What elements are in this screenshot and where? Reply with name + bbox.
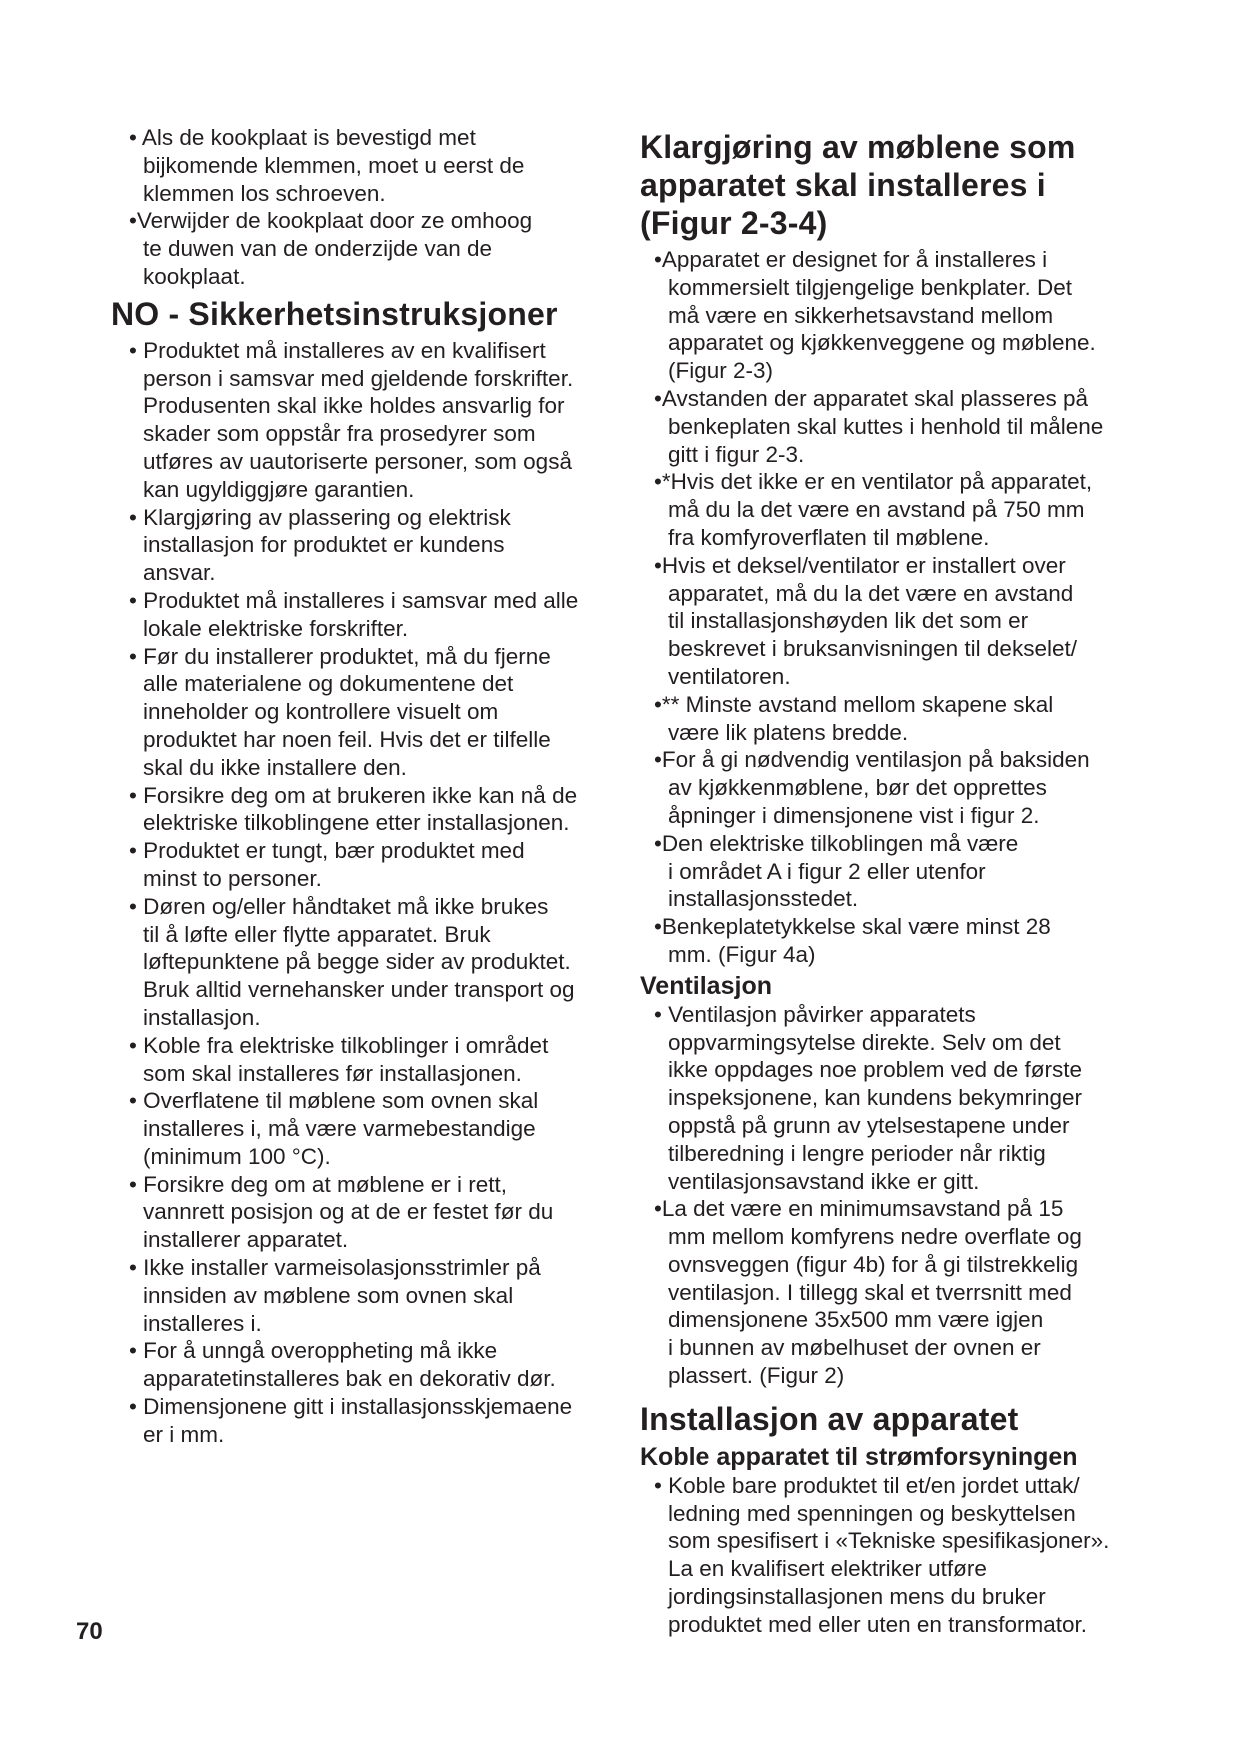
list-item: • Produktet må installeres i samsvar med alle lokale elektriske forskrifter.	[129, 587, 579, 641]
list-item: •Benkeplatetykkelse skal være minst 28 mm. (Figur 4a)	[654, 914, 1051, 967]
safety-heading: NO - Sikkerhetsinstruksjoner	[111, 295, 558, 332]
ventilation-list	[640, 1001, 1145, 1390]
list-item: • Før du installerer produktet, må du fjerne alle materialene og dokumentene det inneholder og kontrollere visuelt om produktet har noen feil. Hvis det er tilfelle skal du ikke installere den.	[129, 643, 551, 780]
list-item: •*Hvis det ikke er en ventilator på apparatet, må du la det være en avstand på 750 mm fra komfyroverflaten til møblene.	[654, 469, 1093, 550]
furniture-prep-list	[640, 246, 1145, 969]
safety-list	[115, 337, 620, 1449]
list-item: • Forsikre deg om at brukeren ikke kan nå de elektriske tilkoblingene etter installasjonen.	[129, 782, 578, 836]
list-item: •For å gi nødvendig ventilasjon på baksiden av kjøkkenmøblene, bør det opprettes åpninger i dimensjonene vist i figur 2.	[654, 747, 1090, 828]
intro-list	[115, 124, 620, 291]
list-item: • Produktet er tungt, bær produktet med minst to personer.	[129, 838, 525, 891]
furniture-prep-heading: Klargjøring av møblene som apparatet skal installeres i (Figur 2-3-4)	[640, 129, 1076, 241]
right-column	[640, 124, 1145, 1639]
list-item: • Koble fra elektriske tilkoblinger i området som skal installeres før installasjonen.	[129, 1032, 549, 1086]
list-item: • Forsikre deg om at møblene er i rett, vannrett posisjon og at de er festet før du installerer apparatet.	[129, 1171, 554, 1253]
list-item: • Døren og/eller håndtaket må ikke brukes til å løfte eller flytte apparatet. Bruk løftepunktene på begge sider av produktet. Bruk alltid vernehansker under transport og installasjon.	[129, 893, 575, 1030]
list-item: •Den elektriske tilkoblingen må være i området A i figur 2 eller utenfor installasjonsstedet.	[654, 830, 1019, 912]
list-item: •Verwijder de kookplaat door ze omhoog te duwen van de onderzijde van de kookplaat.	[129, 208, 533, 289]
list-item: • For å unngå overoppheting må ikke apparatetinstalleres bak en dekorativ dør.	[129, 1338, 556, 1392]
list-item: • Dimensjonene gitt i installasjonsskjemaene er i mm.	[129, 1394, 573, 1447]
installation-heading: Installasjon av apparatet	[640, 1400, 1019, 1437]
page-number: 70	[76, 1618, 103, 1645]
list-item: • Koble bare produktet til et/en jordet uttak/ ledning med spenningen og beskyttelsen som spesifisert i «Tekniske spesifikasjoner». La en kvalifisert elektriker utføre jordingsinstallasjonen mens du bruker produktet med eller uten en transformator.	[654, 1472, 1110, 1637]
power-heading: Koble apparatet til strømforsyningen	[640, 1442, 1078, 1471]
power-list	[640, 1472, 1145, 1639]
ventilation-heading: Ventilasjon	[640, 971, 772, 1000]
list-item: • Ventilasjon påvirker apparatets oppvarmingsytelse direkte. Selv om det ikke oppdages noe problem ved de første inspeksjonene, kan kundens bekymringer oppstå på grunn av ytelsestapene under tilberedning i lengre perioder når riktig ventilasjonsavstand ikke er gitt.	[654, 1001, 1082, 1194]
list-item: •Apparatet er designet for å installeres i kommersielt tilgjengelige benkplater. Det må være en sikkerhetsavstand mellom apparatet og kjøkkenveggene og møblene. (Figur 2-3)	[654, 247, 1096, 384]
list-item: • Produktet må installeres av en kvalifisert person i samsvar med gjeldende forskrifter. Produsenten skal ikke holdes ansvarlig for skader som oppstår fra prosedyrer som utføres av uautoriserte personer, som også kan ugyldiggjøre garantien.	[129, 337, 574, 502]
list-item: •Hvis et deksel/ventilator er installert over apparatet, må du la det være en avstand til installasjonshøyden lik det som er beskrevet i bruksanvisningen til dekselet/ ventilatoren.	[654, 552, 1077, 689]
list-item: •Avstanden der apparatet skal plasseres på benkeplaten skal kuttes i henhold til målene gitt i figur 2-3.	[654, 385, 1104, 467]
list-item: • Als de kookplaat is bevestigd met bijkomende klemmen, moet u eerst de klemmen los schroeven.	[129, 125, 525, 206]
list-item: •** Minste avstand mellom skapene skal være lik platens bredde.	[654, 691, 1054, 745]
list-item: •La det være en minimumsavstand på 15 mm mellom komfyrens nedre overflate og ovnsveggen (figur 4b) for å gi tilstrekkelig ventilasjon. I tillegg skal et tverrsnitt med dimensjonene 35x500 mm være igjen i bunnen av møbelhuset der ovnen er plassert. (Figur 2)	[654, 1196, 1082, 1389]
list-item: • Overflatene til møblene som ovnen skal installeres i, må være varmebestandige (minimum 100 °C).	[129, 1088, 539, 1169]
list-item: • Ikke installer varmeisolasjonsstrimler på innsiden av møblene som ovnen skal installeres i.	[129, 1255, 541, 1336]
list-item: • Klargjøring av plassering og elektrisk installasjon for produktet er kundens ansvar.	[129, 504, 511, 586]
left-column	[111, 124, 620, 1449]
